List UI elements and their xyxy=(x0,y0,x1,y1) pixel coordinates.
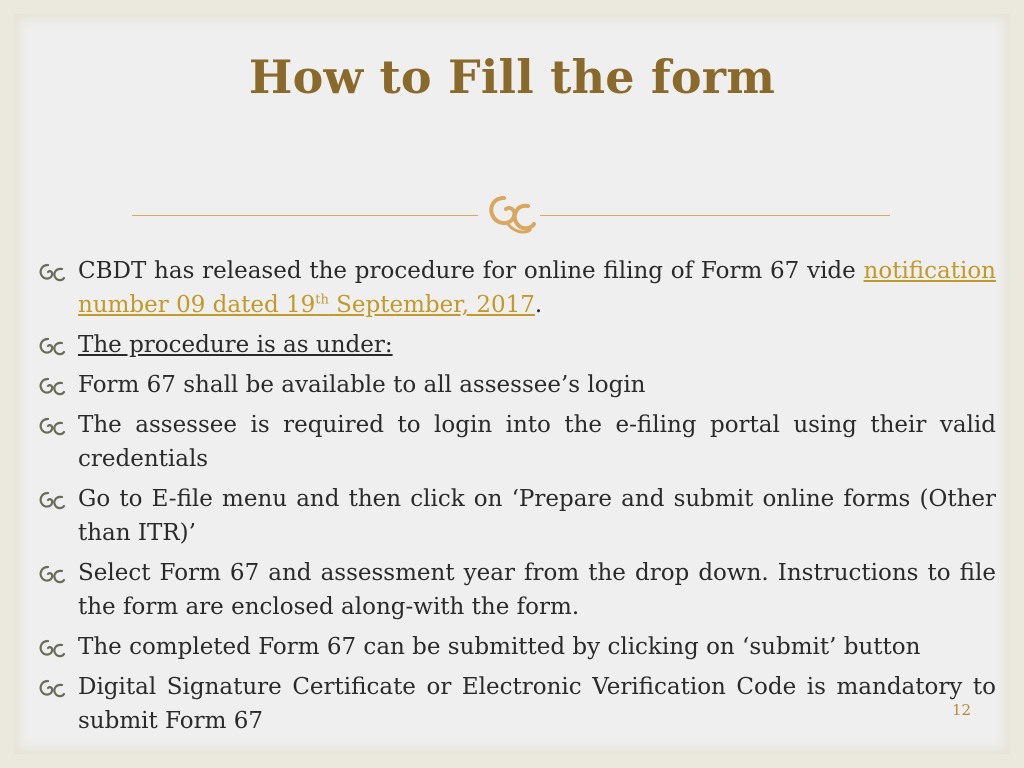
divider-rule-left xyxy=(132,215,478,216)
list-item xyxy=(36,408,996,476)
bullet-icon xyxy=(36,261,66,283)
list-item xyxy=(36,630,996,664)
bullet-icon xyxy=(36,335,66,357)
slide-title: How to Fill the form xyxy=(248,50,776,104)
bullet-text: Select Form 67 and assessment year from the drop down. Instructions to file the form are enclosed along-with the form. xyxy=(78,560,996,620)
list-item xyxy=(36,254,996,322)
list-item xyxy=(36,670,996,738)
bullet-text: Form 67 shall be available to all assessee’s login xyxy=(78,372,646,398)
page-number: 12 xyxy=(952,701,972,719)
procedure-heading: The procedure is as under: xyxy=(78,332,393,358)
bullet-icon xyxy=(36,637,66,659)
bullet-icon xyxy=(36,563,66,585)
list-item xyxy=(36,556,996,624)
list-item xyxy=(36,368,996,402)
list-item xyxy=(36,482,996,550)
bullet-text: Digital Signature Certificate or Electronic Verification Code is mandatory to submit Form 67 xyxy=(78,674,996,734)
notification-link-sup[interactable]: th xyxy=(315,292,329,308)
bullet-icon xyxy=(36,375,66,397)
bullet-text: The completed Form 67 can be submitted by clicking on ‘submit’ button xyxy=(78,634,921,660)
notification-link-date[interactable]: September, 2017 xyxy=(328,292,535,318)
bullet-text-end: . xyxy=(534,292,543,318)
bullet-icon xyxy=(36,489,66,511)
bullet-list xyxy=(36,254,996,744)
bullet-icon xyxy=(36,677,66,699)
bullet-text: The assessee is required to login into the e-filing portal using their valid credentials xyxy=(78,412,996,472)
list-item xyxy=(36,328,996,362)
divider-rule-right xyxy=(540,215,890,216)
notification-link-text[interactable]: notification number 09 dated 19 xyxy=(78,258,996,318)
bullet-icon xyxy=(36,415,66,437)
bullet-text: CBDT has released the procedure for online filing of Form 67 vide xyxy=(78,258,864,284)
bullet-text: Go to E-file menu and then click on ‘Prepare and submit online forms (Other than ITR)’ xyxy=(78,486,996,546)
flourish-divider-icon xyxy=(478,188,540,238)
